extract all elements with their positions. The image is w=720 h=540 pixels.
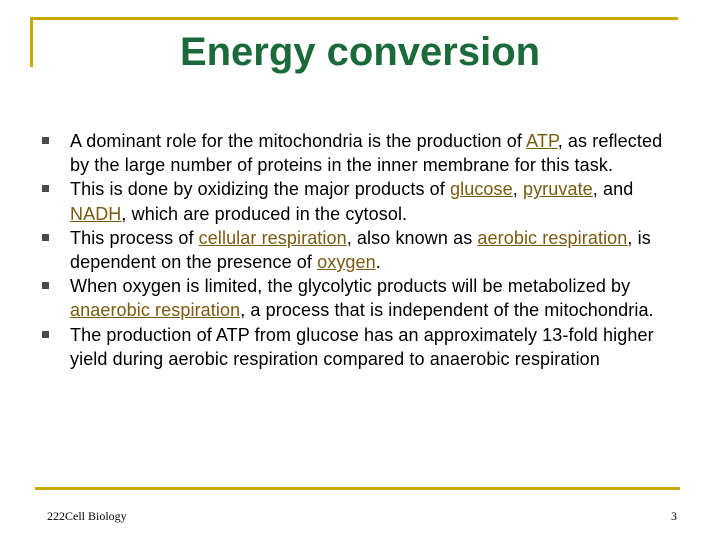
- bullet-item: [40, 177, 680, 225]
- bullet-text: , also known as: [346, 227, 478, 248]
- bullet-text: , a process that is independent of the mitochondria.: [240, 300, 654, 321]
- bullet-text: , and: [592, 179, 634, 200]
- square-bullet-icon: [42, 282, 49, 289]
- bullet-text: This process of: [70, 227, 199, 248]
- square-bullet-icon: [42, 234, 49, 241]
- bullet-text: , as reflected by the large number of proteins in the inner membrane for this task.: [70, 131, 663, 176]
- bullet-list: [40, 129, 680, 371]
- bullet-item: [40, 129, 680, 177]
- term-link[interactable]: pyruvate: [522, 179, 593, 200]
- slide-title: Energy conversion: [179, 30, 541, 74]
- bullet-text: This is done by oxidizing the major products of: [70, 179, 450, 200]
- bullet-text: .: [375, 252, 381, 273]
- term-link[interactable]: ATP: [526, 131, 558, 151]
- term-link[interactable]: cellular respiration: [198, 227, 347, 248]
- bullet-text: The production of ATP from glucose has an approximately 13-fold higher yield during aerobic respiration compared to anaerobic respiration: [70, 324, 654, 369]
- square-bullet-icon: [42, 137, 49, 144]
- term-link[interactable]: glucose: [450, 179, 513, 200]
- bullet-text: , which are produced in the cytosol.: [121, 203, 408, 224]
- footer-course-label: 222Cell Biology: [47, 509, 127, 523]
- bullet-item: [40, 323, 680, 371]
- bullet-text: When oxygen is limited, the glycolytic products will be metabolized by: [70, 276, 631, 297]
- square-bullet-icon: [42, 331, 49, 338]
- bullet-text: A dominant role for the mitochondria is the production of: [70, 131, 527, 151]
- term-link[interactable]: oxygen: [317, 252, 376, 273]
- bullet-text: ,: [512, 179, 523, 200]
- term-link[interactable]: anaerobic respiration: [70, 300, 241, 321]
- bullet-text: , is dependent on the presence of: [70, 227, 651, 273]
- term-link[interactable]: aerobic respiration: [477, 227, 628, 248]
- top-rule: [30, 17, 678, 20]
- bullet-item: [40, 226, 680, 274]
- term-link[interactable]: NADH: [70, 203, 122, 224]
- page-number: 3: [671, 509, 677, 523]
- bullet-item: [40, 274, 680, 322]
- square-bullet-icon: [42, 185, 49, 192]
- footer-rule: [35, 487, 680, 490]
